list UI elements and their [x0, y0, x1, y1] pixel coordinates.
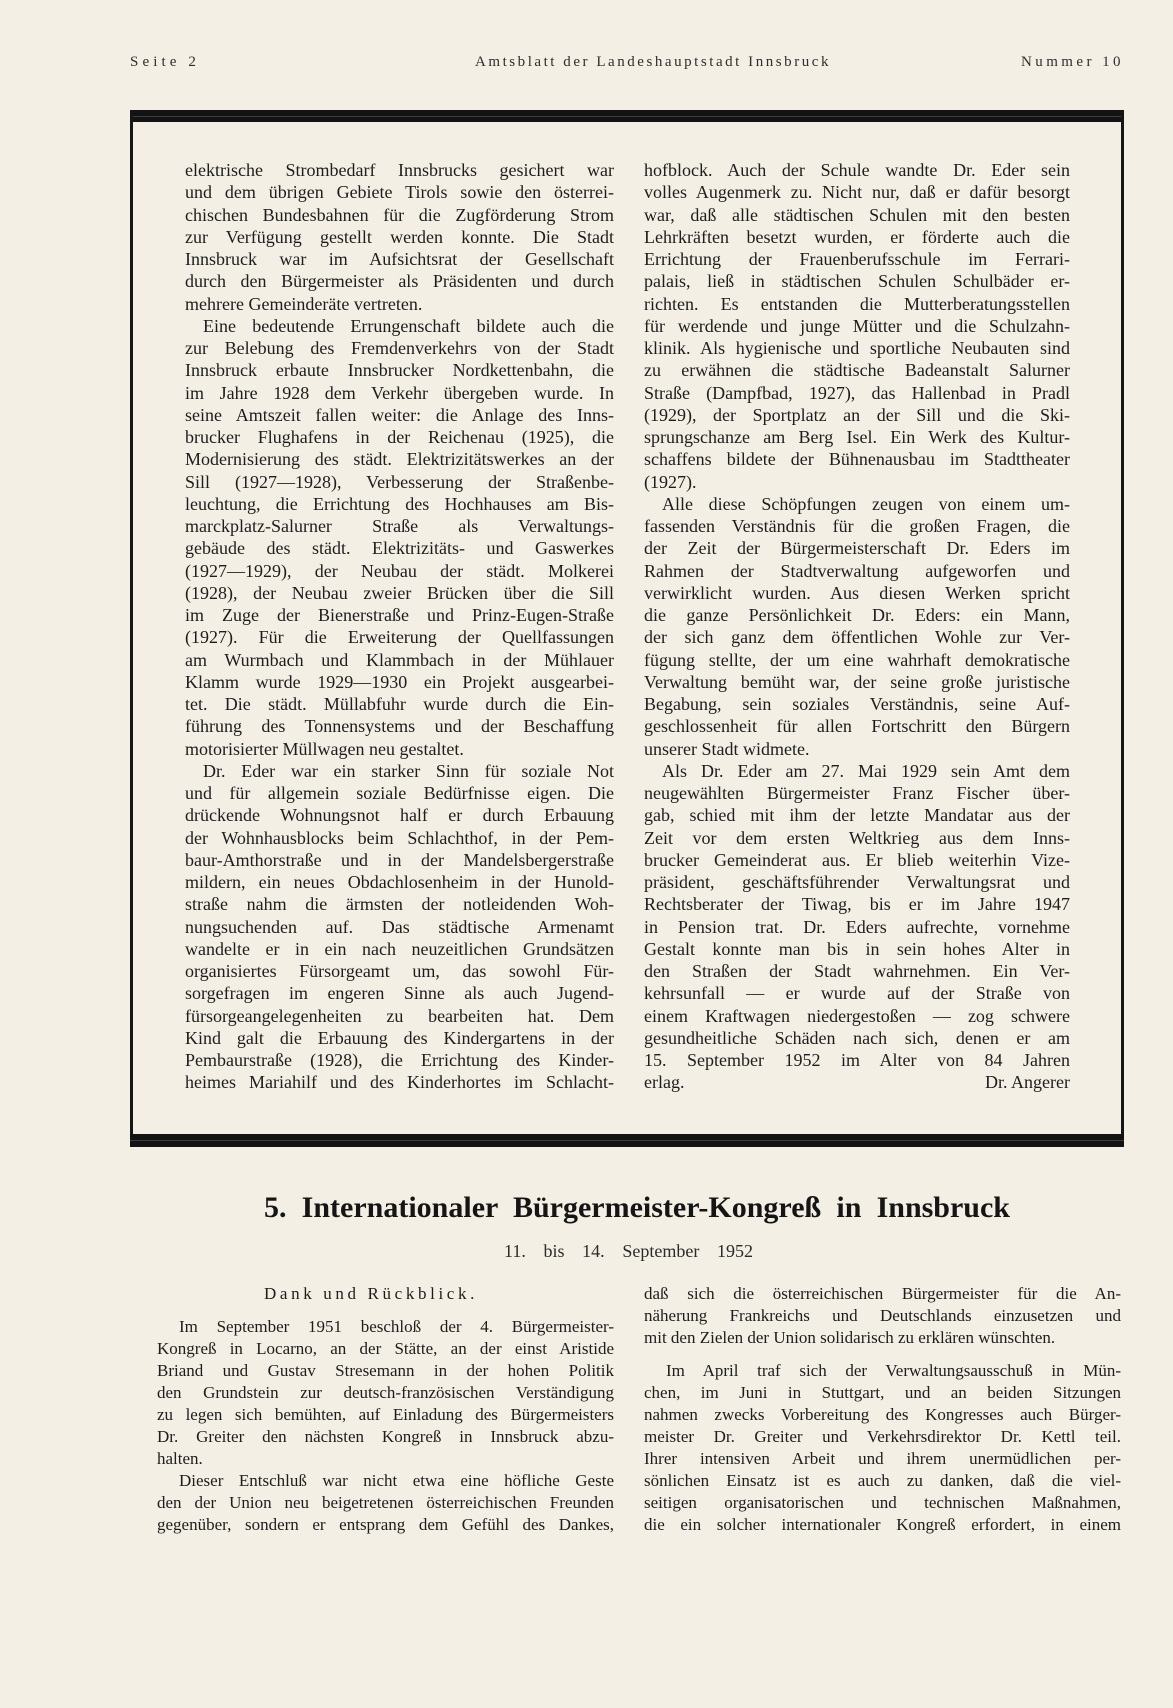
line-text: führung des Tonnensystems und der Beschaffung: [185, 716, 614, 737]
line-text: (1927). Für die Erweiterung der Quellfassungen: [185, 627, 614, 648]
line-text: Straße (Dampfbad, 1927), das Hallenbad in Pradl: [644, 382, 1070, 403]
text-line: [644, 982, 1070, 1004]
line-text: mit den Zielen der Union solidarisch zu erklären wünschten.: [644, 1328, 1056, 1348]
line-text: Briand und Gustav Stresemann in der hohen Politik: [157, 1360, 614, 1380]
line-text: drückende Wohnungsnot half er durch Erbauung: [185, 805, 614, 826]
line-text: baur-Amthorstraße und in der Mandelsbergerstraße: [185, 849, 614, 870]
line-text: tet. Die städt. Müllabfuhr wurde durch die Ein-: [185, 694, 614, 714]
text-line: [185, 804, 614, 826]
text-line: [644, 827, 1070, 849]
text-line: [644, 337, 1070, 359]
paragraph: [644, 493, 1070, 760]
text-line: [644, 760, 1070, 782]
congress-title-text: 5. Internationaler Bürgermeister-Kongreß in Innsbruck: [264, 1191, 1010, 1224]
line-text: chischen Bundesbahnen für die Zugförderung Strom: [185, 204, 614, 225]
line-text: fügung stellte, der um eine wahrhaft demokratische: [644, 649, 1070, 670]
text-line: [185, 337, 614, 359]
text-line: [644, 560, 1070, 582]
text-line: [644, 938, 1070, 960]
text-line: [644, 738, 1070, 760]
congress-dates: [504, 1240, 753, 1262]
line-text: die ganze Persönlichkeit Dr. Eders: ein Mann,: [644, 605, 1070, 625]
text-line: [185, 604, 614, 626]
line-text: richten. Es entstanden die Mutterberatungsstellen: [644, 293, 1070, 314]
text-line: [644, 1327, 1121, 1349]
text-line: [644, 404, 1070, 426]
line-text: klinik. Als hygienische und sportliche Neubauten sind: [644, 338, 1070, 358]
frame-rule-top: [130, 110, 1124, 122]
line-text: geschlossenheit für allen Fortschritt den Bürgern: [644, 716, 1070, 737]
text-line: [185, 226, 614, 248]
text-line: [185, 871, 614, 893]
text-line: [644, 159, 1070, 181]
line-text: sorgefragen im engeren Sinne als auch Jugend-: [185, 983, 614, 1004]
line-text: gesundheitliche Schäden nach sich, denen er am: [644, 1027, 1070, 1048]
line-text: organisiertes Fürsorgeamt um, das sowohl Für-: [185, 961, 614, 981]
text-line: [185, 916, 614, 938]
obituary-column-left: [185, 159, 614, 1094]
line-text: zu legen sich bemühten, auf Einladung des Bürgermeisters: [157, 1404, 614, 1424]
text-line: [185, 582, 614, 604]
text-line: [644, 293, 1070, 315]
text-line: [644, 649, 1070, 671]
line-text: gab, schied mit ihm der letzte Mandatar aus der: [644, 805, 1070, 826]
text-line: [185, 738, 614, 760]
text-line: [644, 1382, 1121, 1404]
text-line: [157, 1360, 614, 1382]
text-line: [185, 159, 614, 181]
text-line: [185, 1071, 614, 1093]
line-text: Dieser Entschluß war nicht etwa eine höfliche Geste: [179, 1471, 614, 1491]
text-line: [185, 515, 614, 537]
text-line: [185, 1005, 614, 1027]
text-line: [185, 493, 614, 515]
line-text: chen, im Juni in Stuttgart, und an beiden Sitzungen: [644, 1382, 1121, 1402]
paragraph: [157, 1470, 614, 1536]
line-text: Klamm wurde 1929—1930 ein Projekt ausgearbei-: [185, 671, 614, 692]
line-text: Errichtung der Frauenberufsschule im Ferrari-: [644, 249, 1070, 269]
text-line: [644, 426, 1070, 448]
line-text: und dem übrigen Gebiete Tirols sowie den österrei-: [185, 182, 614, 203]
text-line: [185, 760, 614, 782]
text-line: [644, 671, 1070, 693]
line-text: brucker Gemeinderat aus. Er blieb weiterhin Vize-: [644, 849, 1070, 870]
line-text: wandelte er in ein nach neuzeitlichen Grundsätzen: [185, 938, 614, 959]
text-line: [644, 604, 1070, 626]
text-line: [644, 1305, 1121, 1327]
text-line: [157, 1404, 614, 1426]
text-line: [185, 248, 614, 270]
text-line: [185, 448, 614, 470]
text-line: [644, 1071, 1070, 1093]
text-line: [644, 1049, 1070, 1071]
text-line: [644, 1448, 1121, 1470]
line-text: Im September 1951 beschloß der 4. Bürgermeister-: [179, 1316, 614, 1336]
text-line: [185, 471, 614, 493]
text-line: [157, 1470, 614, 1492]
line-text: und für allgemein soziale Bedürfnisse eigen. Die: [185, 783, 614, 803]
line-text: Gestalt konnte man bis in sein hohes Alter in: [644, 938, 1070, 959]
line-text: Lehrkräften besetzt wurden, er förderte auch die: [644, 226, 1070, 247]
text-line: [644, 315, 1070, 337]
line-text: Ihrer intensiven Arbeit und ihrem unermüdlichen per-: [644, 1449, 1121, 1469]
page-number: [130, 52, 200, 72]
line-text: verwirklicht wurden. Aus diesen Werken spricht: [644, 582, 1070, 603]
text-line: [157, 1426, 614, 1448]
paragraph: [157, 1316, 614, 1471]
line-text: der sich ganz dem öffentlichen Wohle zur Ver-: [644, 627, 1070, 648]
text-line: [185, 293, 614, 315]
line-text: (1929), der Sportplatz an der Sill und die Ski-: [644, 404, 1070, 425]
line-text: sönlichen Einsatz ist es auch zu danken, daß die viel-: [644, 1471, 1121, 1491]
line-text: zur Belebung des Fremdenverkehrs von der Stadt: [185, 338, 614, 358]
text-line: [644, 1470, 1121, 1492]
line-text: palais, ließ in städtischen Schulen Schulbäder er-: [644, 271, 1070, 292]
text-line: [185, 782, 614, 804]
congress-dates-text: 11. bis 14. September 1952: [504, 1241, 753, 1261]
line-text: Sill (1927—1928), Verbesserung der Straßenbe-: [185, 471, 614, 492]
line-text: elektrische Strombedarf Innsbrucks gesichert war: [185, 160, 614, 180]
line-text: (1928), der Neubau zweier Brücken über die Sill: [185, 582, 614, 603]
text-line: [157, 1492, 614, 1514]
line-text: im Zuge der Bienerstraße und Prinz-Eugen-Straße: [185, 605, 614, 625]
line-text: fürsorgeangelegenheiten zu bearbeiten hat. Dem: [185, 1005, 614, 1026]
paragraph: [644, 1283, 1121, 1349]
text-line: [644, 537, 1070, 559]
line-text: Pembaurstraße (1928), die Errichtung des Kinder-: [185, 1050, 614, 1070]
issue-number: [1021, 52, 1124, 72]
text-line: [185, 938, 614, 960]
text-line: [644, 582, 1070, 604]
line-text: halten.: [157, 1449, 203, 1469]
text-line: [185, 893, 614, 915]
text-line: [644, 1005, 1070, 1027]
text-line: [644, 204, 1070, 226]
line-text: den Grundstein zur deutsch-französischen Verständigung: [157, 1382, 614, 1402]
line-text: der Wohnhausblocks beim Schlachthof, in der Pem-: [185, 827, 614, 848]
line-text: in Pension trat. Dr. Eders aufrechte, vornehme: [644, 916, 1070, 937]
text-line: [157, 1514, 614, 1536]
text-line: [644, 626, 1070, 648]
line-text: meister Dr. Greiter und Verkehrsdirektor Dr. Kettl teil.: [644, 1427, 1121, 1447]
frame-rule-bottom: [130, 1134, 1124, 1147]
line-text: kehrsunfall — er wurde auf der Straße von: [644, 983, 1070, 1004]
line-text: neugewählten Bürgermeister Franz Fischer über-: [644, 783, 1070, 803]
line-text: Alle diese Schöpfungen zeugen von einem um-: [662, 493, 1070, 514]
text-line: [185, 626, 614, 648]
text-line: [644, 359, 1070, 381]
line-text: präsident, geschäftsführender Verwaltungsrat und: [644, 872, 1070, 892]
text-line: [185, 537, 614, 559]
text-line: [185, 382, 614, 404]
text-line: [185, 181, 614, 203]
line-text: heimes Mariahilf und des Kinderhortes im Schlacht-: [185, 1072, 614, 1093]
text-line: [644, 782, 1070, 804]
line-text: Modernisierung des städt. Elektrizitätswerkes an der: [185, 449, 614, 470]
text-line: [644, 270, 1070, 292]
line-text: Kongreß in Locarno, an der Stätte, an der einst Aristide: [157, 1338, 614, 1358]
text-line: [644, 1360, 1121, 1382]
text-line: [644, 471, 1070, 493]
paragraph: [644, 760, 1070, 1094]
text-line: [185, 270, 614, 292]
line-text: daß sich die österreichischen Bürgermeister für die An-: [644, 1284, 1121, 1303]
line-text: leuchtung, die Errichtung des Hochhauses am Bis-: [185, 493, 614, 514]
text-line: [185, 1049, 614, 1071]
text-line: [185, 560, 614, 582]
text-line: [644, 248, 1070, 270]
text-line: [644, 382, 1070, 404]
line-text: Innsbruck erbaute Innsbrucker Nordkettenbahn, die: [185, 360, 614, 381]
line-text: Rechtsberater der Tiwag, bis er im Jahre 1947: [644, 894, 1070, 915]
text-line: [157, 1338, 614, 1360]
congress-column-right: [644, 1283, 1121, 1537]
text-line: [644, 1027, 1070, 1049]
line-text: Zeit vor dem ersten Weltkrieg aus dem Inns-: [644, 827, 1070, 848]
line-text: mildern, ein neues Obdachlosenheim in der Hunold-: [185, 872, 614, 892]
text-line: [185, 204, 614, 226]
paragraph: [644, 159, 1070, 493]
text-line: [185, 404, 614, 426]
line-text: seine Amtszeit fallen weiter: die Anlage des Inns-: [185, 404, 614, 425]
line-text: im Jahre 1928 dem Verkehr übergeben wurde. In: [185, 382, 614, 403]
line-text: fassenden Verständnis für die großen Fragen, die: [644, 516, 1070, 536]
line-text: volles Augenmerk zu. Nicht nur, daß er dafür besorgt: [644, 182, 1070, 203]
line-text: durch den Bürgermeister als Präsidenten und durch: [185, 271, 614, 292]
line-text: Als Dr. Eder am 27. Mai 1929 sein Amt dem: [662, 760, 1070, 781]
line-text: erlag.: [644, 1072, 685, 1093]
line-text: brucker Flughafens in der Reichenau (1925), die: [185, 427, 614, 447]
line-text: nungsuchenden auf. Das städtische Armenamt: [185, 916, 614, 937]
text-line: [644, 715, 1070, 737]
text-line: [185, 359, 614, 381]
text-line: [157, 1448, 614, 1470]
text-line: [644, 916, 1070, 938]
line-text: der Zeit der Bürgermeisterschaft Dr. Eders im: [644, 538, 1070, 559]
issue-number-text: Nummer 10: [1021, 54, 1124, 70]
line-text: gegenüber, sondern er entsprang dem Gefühl des Dankes,: [157, 1515, 614, 1535]
line-text: (1927—1929), der Neubau der städt. Molkerei: [185, 560, 614, 581]
text-line: [644, 1514, 1121, 1536]
congress-column-left: [157, 1283, 614, 1537]
text-line: [185, 982, 614, 1004]
line-text: Begabung, sein soziales Verständnis, seine Auf-: [644, 694, 1070, 714]
text-line: [185, 671, 614, 693]
line-text: war, daß alle städtischen Schulen mit den besten: [644, 204, 1070, 225]
line-text: näherung Frankreichs und Deutschlands einzusetzen und: [644, 1306, 1121, 1326]
text-line: [185, 649, 614, 671]
line-text: für werdende und junge Mütter und die Schulzahn-: [644, 315, 1070, 336]
page-number-text: Seite 2: [130, 54, 200, 70]
line-text: gebäude des städt. Elektrizitäts- und Gaswerkes: [185, 538, 614, 559]
text-line: [644, 226, 1070, 248]
line-text: die ein solcher internationaler Kongreß erfordert, in einem: [644, 1515, 1121, 1535]
text-line: [644, 448, 1070, 470]
line-text: Innsbruck war im Aufsichtsrat der Gesellschaft: [185, 249, 614, 269]
text-line: [185, 693, 614, 715]
section-heading-text: Dank und Rückblick.: [264, 1284, 478, 1303]
line-text: mehrere Gemeinderäte vertreten.: [185, 293, 423, 314]
text-line: [644, 1283, 1121, 1305]
line-text: Im April traf sich der Verwaltungsausschuß in Mün-: [666, 1360, 1121, 1380]
line-text: den der Union neu beigetretenen österreichischen Freunden: [157, 1493, 614, 1513]
text-line: [644, 893, 1070, 915]
line-text: marckplatz-Salurner Straße als Verwaltungs-: [185, 516, 614, 536]
line-text: nahmen zwecks Vorbereitung des Kongresses auch Bürger-: [644, 1404, 1121, 1424]
author-signature: Dr. Angerer: [985, 1072, 1070, 1093]
text-line: [185, 960, 614, 982]
text-line: [644, 1404, 1121, 1426]
line-text: hofblock. Auch der Schule wandte Dr. Eder sein: [644, 160, 1070, 180]
text-line: [185, 1027, 614, 1049]
text-line: [644, 493, 1070, 515]
text-line: [185, 849, 614, 871]
text-line: [644, 693, 1070, 715]
paragraph: [185, 315, 614, 760]
text-line: [644, 871, 1070, 893]
publication-title-text: Amtsblatt der Landeshauptstadt Innsbruck: [475, 54, 831, 70]
line-text: Kind galt die Erbauung des Kindergartens in der: [185, 1027, 614, 1048]
line-text: motorisierter Müllwagen neu gestaltet.: [185, 738, 464, 759]
line-text: Dr. Greiter den nächsten Kongreß in Innsbruck abzu-: [157, 1427, 614, 1447]
text-line: [185, 715, 614, 737]
text-line: [644, 960, 1070, 982]
text-line: [644, 515, 1070, 537]
line-text: unserer Stadt widmete.: [644, 738, 810, 759]
line-text: am Wurmbach und Klammbach in der Mühlauer: [185, 649, 614, 670]
paragraph: [185, 760, 614, 1094]
text-line: [644, 849, 1070, 871]
line-text: schaffens bildete der Bühnenausbau im Stadttheater: [644, 449, 1070, 470]
line-text: sprungschanze am Berg Isel. Ein Werk des Kultur-: [644, 427, 1070, 447]
line-text: straße nahm die ärmsten der notleidenden Woh-: [185, 894, 614, 915]
line-text: zur Verfügung gestellt werden konnte. Die Stadt: [185, 226, 614, 247]
text-line: [157, 1382, 614, 1404]
paragraph: [644, 1360, 1121, 1537]
text-line: [644, 1492, 1121, 1514]
text-line: [185, 426, 614, 448]
line-text: Eine bedeutende Errungenschaft bildete auch die: [203, 315, 614, 336]
congress-title: [264, 1188, 1010, 1228]
line-text: (1927).: [644, 471, 697, 492]
line-text: einem Kraftwagen niedergestoßen — zog schwere: [644, 1005, 1070, 1026]
line-text: zu erwähnen die städtische Badeanstalt Salurner: [644, 360, 1070, 381]
line-text: seitigen organisatorischen und technischen Maßnahmen,: [644, 1493, 1121, 1513]
line-text: Dr. Eder war ein starker Sinn für soziale Not: [203, 760, 614, 781]
text-line: [185, 315, 614, 337]
frame-rule-right: [1121, 110, 1124, 1147]
text-line: [157, 1316, 614, 1338]
line-text: Rahmen der Stadtverwaltung aufgeworfen und: [644, 560, 1070, 581]
frame-rule-left: [130, 110, 133, 1147]
line-text: Verwaltung bemüht war, der seine große juristische: [644, 671, 1070, 692]
text-line: [644, 181, 1070, 203]
text-line: [644, 804, 1070, 826]
obituary-column-right: [644, 159, 1070, 1094]
text-line: [644, 1426, 1121, 1448]
text-line: [185, 827, 614, 849]
publication-title: [475, 52, 831, 72]
line-text: 15. September 1952 im Alter von 84 Jahren: [644, 1050, 1070, 1070]
section-heading: [264, 1283, 478, 1305]
paragraph: [185, 159, 614, 315]
line-text: den Straßen der Stadt wahrnehmen. Ein Ver-: [644, 961, 1070, 981]
